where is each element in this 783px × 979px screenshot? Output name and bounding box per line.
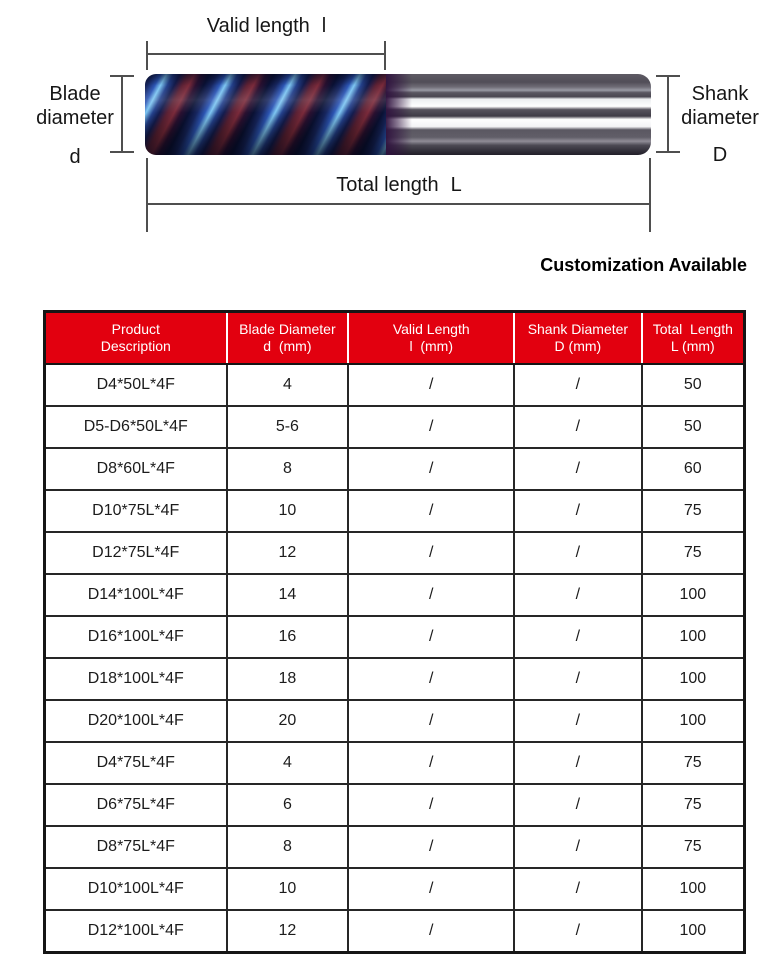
- table-row: [45, 448, 745, 490]
- cell-valid-length: /: [348, 700, 514, 742]
- cell-shank-diameter: /: [514, 532, 641, 574]
- cell-shank-diameter: /: [514, 490, 641, 532]
- cell-blade-diameter: 10: [227, 868, 349, 910]
- cell-valid-length: /: [348, 658, 514, 700]
- header-line1: Total Length: [652, 321, 733, 337]
- total-length-right-tick: [649, 158, 651, 232]
- cell-product-description: D4*50L*4F: [45, 364, 227, 406]
- table-row: [45, 658, 745, 700]
- header-line2: D (mm): [554, 338, 602, 354]
- cell-valid-length: /: [348, 406, 514, 448]
- header-line2: Description: [100, 338, 171, 354]
- cell-valid-length: /: [348, 868, 514, 910]
- cell-blade-diameter: 4: [227, 742, 349, 784]
- cell-shank-diameter: /: [514, 658, 641, 700]
- table-row: [45, 616, 745, 658]
- cell-product-description: D14*100L*4F: [45, 574, 227, 616]
- total-length-dimension-line: [147, 203, 651, 205]
- cell-valid-length: /: [348, 784, 514, 826]
- cell-shank-diameter: /: [514, 448, 641, 490]
- cell-blade-diameter: 18: [227, 658, 349, 700]
- valid-length-right-tick: [384, 41, 386, 70]
- cell-shank-diameter: /: [514, 364, 641, 406]
- shank-diameter-symbol: D: [712, 144, 728, 166]
- cell-total-length: 75: [642, 826, 745, 868]
- header-row: [45, 312, 745, 365]
- valid-length-label: [147, 15, 386, 38]
- cell-blade-diameter: 4: [227, 364, 349, 406]
- cell-product-description: D18*100L*4F: [45, 658, 227, 700]
- blade-diameter-symbol: d: [69, 146, 81, 168]
- shank-diameter-top-tick: [656, 75, 680, 77]
- cell-product-description: D12*75L*4F: [45, 532, 227, 574]
- cell-blade-diameter: 5-6: [227, 406, 349, 448]
- cell-blade-diameter: 6: [227, 784, 349, 826]
- col-header-blade-diameter: [227, 312, 349, 365]
- cell-total-length: 100: [642, 700, 745, 742]
- cell-blade-diameter: 8: [227, 826, 349, 868]
- col-header-valid-length: [348, 312, 514, 365]
- cell-total-length: 50: [642, 406, 745, 448]
- header-line2: l (mm): [409, 338, 454, 354]
- cell-shank-diameter: /: [514, 574, 641, 616]
- header-line1: Shank Diameter: [527, 321, 629, 337]
- header-line2: L (mm): [670, 338, 715, 354]
- cell-shank-diameter: /: [514, 616, 641, 658]
- endmill-flutes: [145, 74, 386, 155]
- header-line2: d (mm): [263, 338, 312, 354]
- cell-valid-length: /: [348, 574, 514, 616]
- table-row: [45, 574, 745, 616]
- blade-diameter-text-line2: diameter: [36, 107, 114, 129]
- cell-blade-diameter: 12: [227, 910, 349, 953]
- table-row: [45, 490, 745, 532]
- header-line1: Valid Length: [392, 321, 470, 337]
- table-row: [45, 532, 745, 574]
- col-header-shank-diameter: [514, 312, 641, 365]
- endmill-shank: [386, 74, 651, 155]
- cell-valid-length: /: [348, 910, 514, 953]
- cell-blade-diameter: 12: [227, 532, 349, 574]
- cell-total-length: 75: [642, 784, 745, 826]
- cell-blade-diameter: 20: [227, 700, 349, 742]
- cell-blade-diameter: 8: [227, 448, 349, 490]
- cell-total-length: 100: [642, 574, 745, 616]
- cell-shank-diameter: /: [514, 784, 641, 826]
- cell-product-description: D8*60L*4F: [45, 448, 227, 490]
- cell-total-length: 100: [642, 616, 745, 658]
- spec-table-body: [45, 364, 745, 953]
- blade-diameter-text-line1: Blade: [49, 83, 101, 105]
- total-length-text: Total length: [336, 174, 439, 196]
- endmill-coating-transition: [386, 74, 412, 155]
- col-header-total-length: [642, 312, 745, 365]
- cell-shank-diameter: /: [514, 868, 641, 910]
- valid-length-text: Valid length: [206, 15, 310, 37]
- table-row: [45, 406, 745, 448]
- cell-shank-diameter: /: [514, 826, 641, 868]
- cell-product-description: D20*100L*4F: [45, 700, 227, 742]
- cell-shank-diameter: /: [514, 700, 641, 742]
- cell-total-length: 50: [642, 364, 745, 406]
- spec-table: [43, 310, 746, 954]
- cell-shank-diameter: /: [514, 910, 641, 953]
- shank-diameter-bottom-tick: [656, 151, 680, 153]
- cell-product-description: D4*75L*4F: [45, 742, 227, 784]
- cell-valid-length: /: [348, 364, 514, 406]
- cell-total-length: 100: [642, 658, 745, 700]
- header-line1: Blade Diameter: [239, 321, 336, 337]
- cell-valid-length: /: [348, 616, 514, 658]
- cell-total-length: 60: [642, 448, 745, 490]
- cell-product-description: D8*75L*4F: [45, 826, 227, 868]
- cell-valid-length: /: [348, 448, 514, 490]
- header-line1: Product: [111, 321, 160, 337]
- table-row: [45, 910, 745, 953]
- valid-length-left-tick: [146, 41, 148, 70]
- total-length-symbol: L: [450, 174, 462, 196]
- blade-diameter-dimension-line: [121, 76, 123, 152]
- blade-diameter-label: [20, 82, 130, 130]
- table-row: [45, 700, 745, 742]
- customization-note: Customization Available: [540, 255, 747, 275]
- cell-product-description: D6*75L*4F: [45, 784, 227, 826]
- cell-valid-length: /: [348, 532, 514, 574]
- cell-valid-length: /: [348, 490, 514, 532]
- cell-shank-diameter: /: [514, 406, 641, 448]
- table-row: [45, 868, 745, 910]
- table-row: [45, 364, 745, 406]
- valid-length-symbol: l: [321, 15, 327, 37]
- total-length-left-tick: [146, 158, 148, 232]
- cell-valid-length: /: [348, 742, 514, 784]
- spec-table-header: [45, 312, 745, 365]
- cell-valid-length: /: [348, 826, 514, 868]
- cell-product-description: D10*100L*4F: [45, 868, 227, 910]
- cell-total-length: 75: [642, 490, 745, 532]
- blade-diameter-top-tick: [110, 75, 134, 77]
- cell-product-description: D12*100L*4F: [45, 910, 227, 953]
- table-row: [45, 742, 745, 784]
- cell-total-length: 100: [642, 868, 745, 910]
- cell-product-description: D10*75L*4F: [45, 490, 227, 532]
- shank-diameter-label: [665, 82, 775, 130]
- cell-blade-diameter: 14: [227, 574, 349, 616]
- valid-length-dimension-line: [147, 53, 386, 55]
- col-header-product-description: [45, 312, 227, 365]
- table-row: [45, 826, 745, 868]
- shank-diameter-text-line2: diameter: [681, 107, 759, 129]
- cell-total-length: 75: [642, 742, 745, 784]
- shank-diameter-dimension-line: [667, 76, 669, 152]
- cell-product-description: D16*100L*4F: [45, 616, 227, 658]
- blade-diameter-bottom-tick: [110, 151, 134, 153]
- table-row: [45, 784, 745, 826]
- cell-shank-diameter: /: [514, 742, 641, 784]
- cell-product-description: D5-D6*50L*4F: [45, 406, 227, 448]
- shank-diameter-text-line1: Shank: [691, 83, 749, 105]
- total-length-label: [147, 174, 651, 197]
- cell-blade-diameter: 10: [227, 490, 349, 532]
- cell-blade-diameter: 16: [227, 616, 349, 658]
- cell-total-length: 75: [642, 532, 745, 574]
- cell-total-length: 100: [642, 910, 745, 953]
